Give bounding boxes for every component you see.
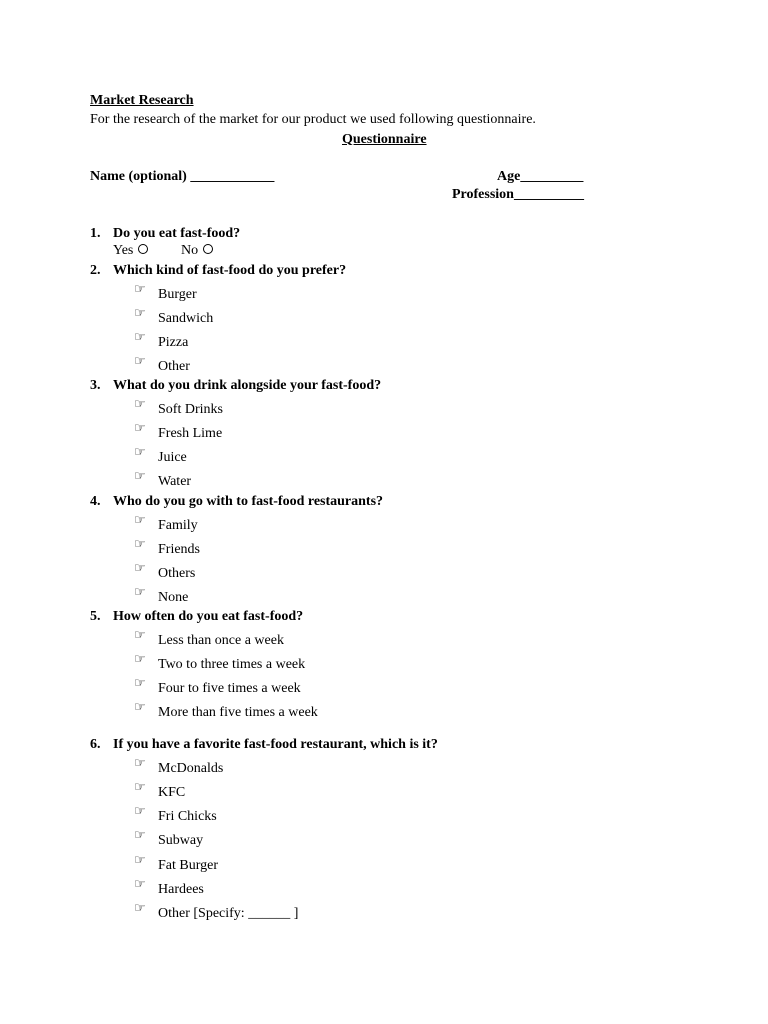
option-label: More than five times a week — [158, 705, 318, 720]
option-label: McDonalds — [158, 761, 224, 776]
pointing-hand-icon: ☞ — [134, 397, 146, 412]
option-label: Less than once a week — [158, 633, 284, 648]
profession-field-label: Profession__________ — [452, 187, 584, 202]
pointing-hand-icon: ☞ — [134, 306, 146, 321]
option-item[interactable] — [134, 877, 204, 899]
option-label: Four to five times a week — [158, 681, 301, 696]
choice-yes[interactable] — [113, 242, 148, 260]
option-label: Juice — [158, 450, 187, 465]
pointing-hand-icon: ☞ — [134, 901, 146, 916]
pointing-hand-icon: ☞ — [134, 445, 146, 460]
question-number: 4. — [90, 494, 101, 509]
question-number: 6. — [90, 737, 101, 752]
option-label: Two to three times a week — [158, 657, 306, 672]
option-label: Other [Specify: ______ ] — [158, 906, 299, 921]
option-item[interactable] — [134, 469, 192, 491]
pointing-hand-icon: ☞ — [134, 756, 146, 771]
pointing-hand-icon: ☞ — [134, 804, 146, 819]
pointing-hand-icon: ☞ — [134, 469, 146, 484]
option-label: Water — [158, 474, 192, 489]
intro-text: For the research of the market for our product we used following questionnaire. — [90, 112, 536, 127]
question-text: Who do you go with to fast-food restaurants? — [113, 494, 384, 509]
question-number: 5. — [90, 609, 101, 624]
option-item[interactable] — [134, 756, 224, 778]
pointing-hand-icon: ☞ — [134, 513, 146, 528]
option-label: Fri Chicks — [158, 809, 217, 824]
question-text: How often do you eat fast-food? — [113, 609, 304, 624]
name-field-label: Name (optional) ____________ — [90, 169, 275, 184]
age-field-label: Age_________ — [497, 169, 584, 184]
pointing-hand-icon: ☞ — [134, 354, 146, 369]
pointing-hand-icon: ☞ — [134, 585, 146, 600]
pointing-hand-icon: ☞ — [134, 877, 146, 892]
pointing-hand-icon: ☞ — [134, 537, 146, 552]
pointing-hand-icon: ☞ — [134, 330, 146, 345]
option-item[interactable] — [134, 397, 223, 419]
option-item[interactable] — [134, 901, 299, 923]
option-label: Hardees — [158, 882, 204, 897]
question-text: Do you eat fast-food? — [113, 226, 241, 241]
pointing-hand-icon: ☞ — [134, 652, 146, 667]
option-item[interactable] — [134, 628, 284, 650]
choice-label: No — [181, 243, 199, 258]
question-text: What do you drink alongside your fast-food? — [113, 378, 382, 393]
pointing-hand-icon: ☞ — [134, 421, 146, 436]
question-number: 2. — [90, 263, 101, 278]
option-label: Fat Burger — [158, 858, 219, 873]
radio-circle-icon[interactable] — [138, 244, 148, 254]
option-label: Subway — [158, 833, 204, 848]
pointing-hand-icon: ☞ — [134, 676, 146, 691]
pointing-hand-icon: ☞ — [134, 853, 146, 868]
option-label: None — [158, 590, 189, 605]
option-label: Other — [158, 359, 190, 374]
option-label: Soft Drinks — [158, 402, 223, 417]
option-label: KFC — [158, 785, 186, 800]
option-item[interactable] — [134, 445, 187, 467]
option-label: Burger — [158, 287, 197, 302]
option-item[interactable] — [134, 330, 189, 352]
option-item[interactable] — [134, 804, 217, 826]
question-2 — [90, 262, 346, 280]
pointing-hand-icon: ☞ — [134, 828, 146, 843]
question-5 — [90, 608, 303, 626]
option-item[interactable] — [134, 585, 189, 607]
option-label: Others — [158, 566, 196, 581]
option-item[interactable] — [134, 537, 200, 559]
question-text: Which kind of fast-food do you prefer? — [113, 263, 347, 278]
document-title: Market Research — [90, 93, 194, 108]
option-item[interactable] — [134, 354, 190, 376]
option-item[interactable] — [134, 306, 214, 328]
option-label: Family — [158, 518, 198, 533]
option-label: Fresh Lime — [158, 426, 223, 441]
pointing-hand-icon: ☞ — [134, 780, 146, 795]
question-6 — [90, 736, 438, 754]
pointing-hand-icon: ☞ — [134, 561, 146, 576]
option-item[interactable] — [134, 561, 196, 583]
option-item[interactable] — [134, 853, 219, 875]
option-item[interactable] — [134, 700, 318, 722]
radio-circle-icon[interactable] — [203, 244, 213, 254]
questionnaire-heading: Questionnaire — [342, 132, 427, 147]
pointing-hand-icon: ☞ — [134, 282, 146, 297]
question-3 — [90, 377, 381, 395]
question-1 — [90, 225, 240, 243]
pointing-hand-icon: ☞ — [134, 628, 146, 643]
option-label: Sandwich — [158, 311, 214, 326]
choice-no[interactable] — [181, 242, 213, 260]
option-item[interactable] — [134, 513, 198, 535]
option-item[interactable] — [134, 780, 186, 802]
question-number: 3. — [90, 378, 101, 393]
option-label: Pizza — [158, 335, 189, 350]
question-4 — [90, 493, 383, 511]
option-item[interactable] — [134, 282, 197, 304]
option-item[interactable] — [134, 652, 306, 674]
pointing-hand-icon: ☞ — [134, 700, 146, 715]
question-number: 1. — [90, 226, 101, 241]
option-label: Friends — [158, 542, 200, 557]
option-item[interactable] — [134, 676, 301, 698]
option-item[interactable] — [134, 828, 204, 850]
question-text: If you have a favorite fast-food restaurant, which is it? — [113, 737, 438, 752]
choice-label: Yes — [113, 243, 134, 258]
option-item[interactable] — [134, 421, 223, 443]
